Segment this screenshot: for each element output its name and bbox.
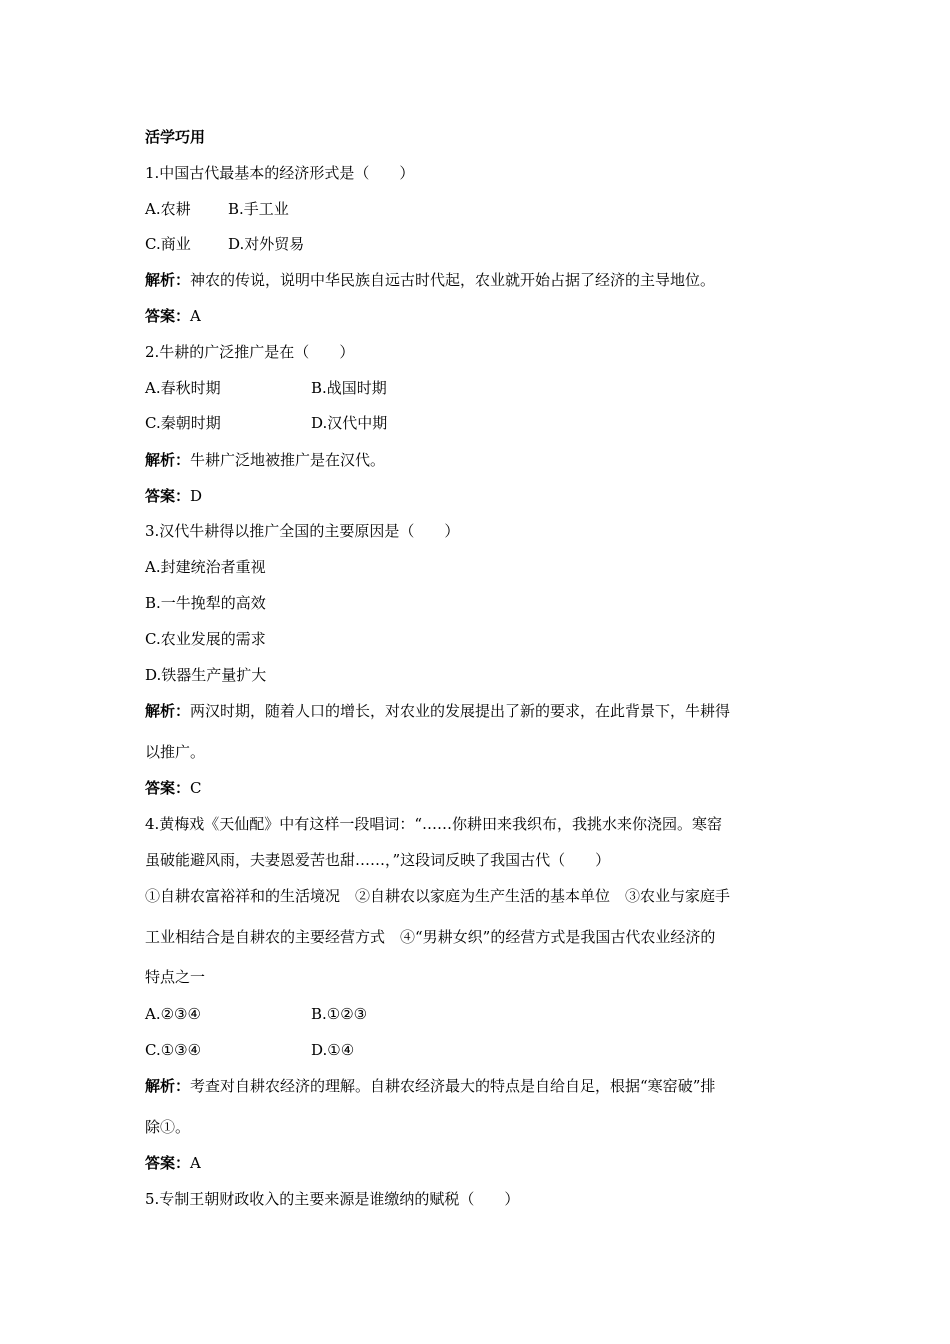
analysis-text: 神农的传说，说明中华民族自远古时代起，农业就开始占据了经济的主导地位。 xyxy=(190,271,716,289)
answer-value: A xyxy=(190,307,201,325)
question-1-option-b: B.手工业 xyxy=(228,200,289,218)
question-3-analysis xyxy=(145,701,730,721)
question-4-option-b: B.①②③ xyxy=(311,1005,368,1023)
question-2-options-row-1 xyxy=(145,378,387,398)
question-4-analysis-line-2: 除①。 xyxy=(145,1118,191,1136)
question-1-option-d: D.对外贸易 xyxy=(228,235,305,253)
question-3-analysis-line-2: 以推广。 xyxy=(145,743,206,761)
question-2-analysis xyxy=(145,450,385,470)
question-2-option-c: C.秦朝时期 xyxy=(145,414,221,432)
question-3-option-c: C.农业发展的需求 xyxy=(145,630,266,648)
question-4-stem-line-2: 虽破能避风雨，夫妻恩爱苦也甜……，”这段词反映了我国古代（ ） xyxy=(145,851,611,869)
analysis-text-line-1: 考查对自耕农经济的理解。自耕农经济最大的特点是自给自足，根据“寒窑破”排 xyxy=(190,1077,716,1095)
question-1-option-a: A.农耕 xyxy=(145,200,191,218)
answer-label: 答案： xyxy=(145,1154,191,1172)
question-4-option-c: C.①③④ xyxy=(145,1041,202,1059)
question-3-answer xyxy=(145,778,202,798)
question-1-options-row-1 xyxy=(145,199,289,219)
analysis-text-line-1: 两汉时期，随着人口的增长，对农业的发展提出了新的要求，在此背景下，牛耕得 xyxy=(190,702,731,720)
question-2-stem: 2.牛耕的广泛推广是在（ ） xyxy=(145,343,355,361)
answer-value: D xyxy=(190,487,203,505)
question-4-answer xyxy=(145,1153,201,1173)
question-4-items-line-1: ①自耕农富裕祥和的生活境况 ②自耕农以家庭为生产生活的基本单位 ③农业与家庭手 xyxy=(145,887,731,905)
question-5-stem: 5.专制王朝财政收入的主要来源是谁缴纳的赋税（ ） xyxy=(145,1190,520,1208)
question-3-option-a: A.封建统治者重视 xyxy=(145,558,266,576)
question-4-options-row-1 xyxy=(145,1004,367,1024)
question-4-option-d: D.①④ xyxy=(311,1041,355,1059)
question-4-options-row-2 xyxy=(145,1040,354,1060)
analysis-text: 牛耕广泛地被推广是在汉代。 xyxy=(190,451,386,469)
question-2-answer xyxy=(145,486,202,506)
question-4-items-line-2: 工业相结合是自耕农的主要经营方式 ④“男耕女织”的经营方式是我国古代农业经济的 xyxy=(145,928,716,946)
question-4-items-line-3: 特点之一 xyxy=(145,968,206,986)
question-2-option-b: B.战国时期 xyxy=(311,379,387,397)
question-1-option-c: C.商业 xyxy=(145,235,191,253)
answer-label: 答案： xyxy=(145,487,191,505)
answer-value: A xyxy=(190,1154,201,1172)
question-1-options-row-2 xyxy=(145,234,304,254)
analysis-label: 解析： xyxy=(145,451,191,469)
answer-label: 答案： xyxy=(145,779,191,797)
section-title: 活学巧用 xyxy=(145,128,206,146)
question-2-options-row-2 xyxy=(145,413,387,433)
question-4-option-a: A.②③④ xyxy=(145,1005,201,1023)
question-3-option-d: D.铁器生产量扩大 xyxy=(145,666,267,684)
analysis-label: 解析： xyxy=(145,702,191,720)
question-4-stem-line-1: 4.黄梅戏《天仙配》中有这样一段唱词：“……你耕田来我织布，我挑水来你浇园。寒窑 xyxy=(145,815,722,833)
analysis-label: 解析： xyxy=(145,1077,191,1095)
question-2-option-a: A.春秋时期 xyxy=(145,379,221,397)
question-3-stem: 3.汉代牛耕得以推广全国的主要原因是（ ） xyxy=(145,522,460,540)
question-1-answer xyxy=(145,306,201,326)
answer-label: 答案： xyxy=(145,307,191,325)
question-3-option-b: B.一牛挽犁的高效 xyxy=(145,594,266,612)
analysis-label: 解析： xyxy=(145,271,191,289)
question-1-stem: 1.中国古代最基本的经济形式是（ ） xyxy=(145,164,415,182)
question-1-analysis xyxy=(145,270,715,290)
answer-value: C xyxy=(190,779,202,797)
question-2-option-d: D.汉代中期 xyxy=(311,414,388,432)
question-4-analysis xyxy=(145,1076,715,1096)
